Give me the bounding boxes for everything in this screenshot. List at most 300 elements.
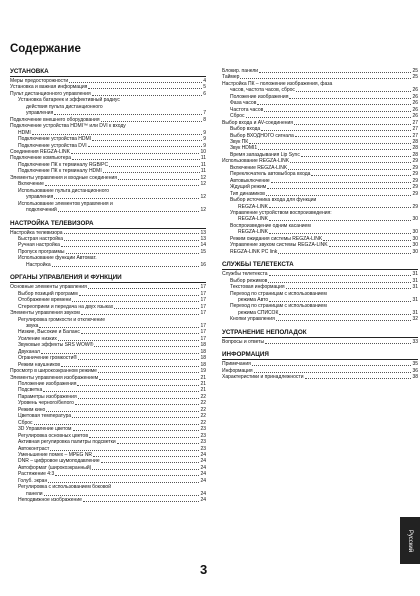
dot-leader — [276, 320, 412, 321]
toc-entry-text: Выбор входа — [230, 126, 261, 133]
dot-leader — [288, 169, 411, 170]
toc-entry-text: Положение изображения — [18, 381, 77, 388]
toc-page-number: 35 — [412, 361, 418, 368]
toc-page-number: 22 — [200, 413, 206, 420]
dot-leader — [294, 124, 411, 125]
dot-leader — [240, 78, 411, 79]
toc-entry-text: Кнопки управления — [230, 316, 275, 323]
dot-leader — [58, 211, 200, 212]
toc-page-number: 29 — [412, 177, 418, 184]
toc-entry-text: Таймер — [222, 74, 240, 81]
section-heading: НАСТРОЙКА ТЕЛЕВИЗОРА — [10, 220, 206, 229]
toc-entry-text: Выбор позиций программ — [18, 290, 78, 297]
dot-leader — [39, 327, 199, 328]
dot-leader — [66, 253, 200, 254]
dot-leader — [81, 314, 200, 315]
toc-page-number: 29 — [412, 171, 418, 178]
dot-leader — [279, 314, 411, 315]
toc-page-number: 32 — [412, 316, 418, 323]
toc-page-number: 30 — [412, 235, 418, 242]
dot-leader — [114, 308, 199, 309]
toc-page-number: 13 — [200, 235, 206, 242]
page-number: 3 — [200, 562, 208, 577]
dot-leader — [61, 246, 200, 247]
toc-entry-text: Использование элементов управления и — [18, 200, 113, 207]
toc-page-number: 29 — [412, 203, 418, 210]
toc-page-number: 24 — [200, 471, 206, 478]
dot-leader — [268, 282, 411, 283]
dot-leader — [92, 95, 203, 96]
toc-entry-text: Режим ожидания системы REGZA-LINK — [230, 235, 323, 242]
toc-page-number: 27 — [412, 132, 418, 139]
toc-page-number: 25 — [412, 68, 418, 74]
toc-entry — [10, 255, 206, 268]
toc-page-number: 23 — [200, 439, 206, 446]
toc-page-number: 36 — [412, 367, 418, 374]
dot-leader — [79, 295, 200, 296]
toc-page-number: 22 — [200, 419, 206, 426]
toc-entry-text: Положение изображения — [230, 93, 289, 100]
toc-entry — [222, 197, 418, 210]
toc-entry-text: Включение REGZA-LINK — [230, 164, 288, 171]
toc-entry-text: Неподвижное изображение — [18, 497, 82, 504]
toc-entry-text: Ждущий режим — [230, 184, 267, 191]
toc-entry-text: Выбор источника входа для функции — [230, 197, 317, 204]
toc-page-number: 23 — [200, 426, 206, 433]
toc-entry-text: Вопросы и ответы — [222, 338, 265, 345]
dot-leader — [301, 156, 412, 157]
toc-entry-text: Ограничение громкости® — [18, 355, 78, 362]
toc-page-number: 17 — [200, 335, 206, 342]
dot-leader — [34, 424, 200, 425]
toc-entry-text: Элементы управления звуком — [10, 310, 80, 317]
toc-entry-text: Пропуск программы — [18, 248, 65, 255]
toc-entry-text: Стереоприем и передача на двух языках — [18, 303, 114, 310]
dot-leader — [55, 475, 199, 476]
toc-entry-text: Регулировка громкости и отключение — [18, 316, 105, 323]
toc-page-number: 28 — [412, 138, 418, 145]
dot-leader — [88, 288, 200, 289]
toc-column-left — [10, 68, 206, 504]
toc-page-number: 19 — [200, 368, 206, 375]
dot-leader — [99, 379, 199, 380]
dot-leader — [267, 188, 411, 189]
toc-entry-text: Регулировка основных цветов — [18, 432, 88, 439]
dot-leader — [78, 359, 199, 360]
toc-page-number: 10 — [200, 148, 206, 155]
dot-leader — [323, 240, 411, 241]
dot-leader — [41, 353, 199, 354]
toc-entry-text: Уменьшение помех – MPEG NR — [18, 452, 93, 459]
toc-entry-text: Выбор ВХОДНОГО сигнала — [230, 132, 294, 139]
toc-entry-text: Подключение устройства HDMI — [18, 136, 92, 143]
section-heading: СЛУЖБЫ ТЕЛЕТЕКСТА — [222, 261, 418, 270]
dot-leader — [117, 443, 200, 444]
toc-entry-text: подключений — [26, 207, 57, 214]
dot-leader — [311, 175, 411, 176]
toc-page-number: 29 — [412, 158, 418, 165]
dot-leader — [44, 495, 200, 496]
toc-entry-text: Переход по страницам с использованием — [230, 303, 327, 310]
toc-page-number: 9 — [203, 129, 206, 136]
toc-page-number: 5 — [203, 84, 206, 91]
dot-leader — [257, 104, 411, 105]
toc-entry-text: Использование REGZA-LINK — [222, 158, 290, 165]
toc-page-number: 29 — [412, 190, 418, 197]
toc-entry-text: Блокир. панели — [222, 68, 259, 74]
toc-entry — [222, 223, 418, 236]
toc-page-number: 26 — [412, 106, 418, 113]
dot-leader — [269, 233, 411, 234]
dot-leader — [73, 430, 200, 431]
toc-page-number: 24 — [200, 497, 206, 504]
toc-entry — [10, 317, 206, 330]
toc-page-number: 24 — [200, 490, 206, 497]
dot-leader — [46, 411, 199, 412]
dot-leader — [261, 130, 411, 131]
toc-entry-text: Фаза часов — [230, 100, 257, 107]
toc-entry-text: Подключение внешнего оборудования — [10, 116, 100, 123]
toc-entry-text: Автоконтраст — [18, 445, 50, 452]
dot-leader — [77, 385, 199, 386]
toc-page-number: 13 — [200, 229, 206, 236]
toc-entry — [10, 97, 206, 116]
toc-page-number: 28 — [412, 151, 418, 158]
language-tab — [400, 517, 420, 564]
toc-entry — [10, 484, 206, 497]
toc-entry — [222, 249, 418, 255]
language-tab-label: Русский — [407, 529, 414, 552]
toc-entry-text: Регулировка с использованием боковой — [18, 484, 111, 491]
toc-entry-text: DNR – цифровое шумоподавление — [18, 458, 100, 465]
toc-entry-text: Отображение времени — [18, 297, 72, 304]
toc-page-number: 17 — [200, 297, 206, 304]
toc-page-number: 21 — [200, 387, 206, 394]
dot-leader — [83, 501, 200, 502]
toc-page-number: 9 — [203, 136, 206, 143]
toc-entry-text: Переключатель автовыбора входа — [230, 171, 311, 178]
dot-leader — [32, 134, 202, 135]
toc-entry-text: Элементы управления и входные соединения — [10, 174, 117, 181]
toc-page-number: 24 — [200, 458, 206, 465]
toc-entry-text: REGZA-LINK — [238, 229, 269, 236]
toc-entry-text: Управление устройством воспроизведения: — [230, 209, 332, 216]
toc-entry — [222, 291, 418, 304]
toc-entry-text: Основные элементы управления — [10, 284, 87, 291]
toc-page-number: 30 — [412, 248, 418, 255]
toc-column-right — [222, 68, 418, 381]
toc-page-number: 24 — [200, 464, 206, 471]
toc-entry-text: Воспроизведение одним касанием — [230, 222, 311, 229]
toc-entry-text: Выбор входа и AV-соединения — [222, 119, 293, 126]
toc-page-number: 31 — [412, 296, 418, 303]
toc-entry-text: Звук HDMI1 — [230, 145, 258, 152]
toc-entry-text: Подключение компьютера — [10, 155, 72, 162]
toc-entry-text: Уровень черного/белого — [18, 400, 74, 407]
toc-page-number: 26 — [412, 93, 418, 100]
dot-leader — [61, 366, 199, 367]
toc-page-number: 17 — [200, 290, 206, 297]
toc-entry-text: Меры предосторожности — [10, 78, 69, 84]
dot-leader — [305, 378, 412, 379]
toc-page-number: 29 — [412, 184, 418, 191]
dot-leader — [78, 398, 200, 399]
toc-entry-text: Частота часов — [230, 106, 264, 113]
toc-entry-text: Низкие, Высокие и Баланс — [18, 329, 80, 336]
toc-entry-text: Управление звуком системы REGZA-LINK — [230, 242, 328, 249]
dot-leader — [295, 136, 412, 137]
dot-leader — [50, 450, 199, 451]
toc-entry-text: Активная регулировка палитры подсветки — [18, 439, 116, 446]
toc-page-number: 17 — [200, 303, 206, 310]
toc-page-number: 12 — [200, 181, 206, 188]
toc-entry-text: Информация — [222, 367, 253, 374]
toc-page-number: 17 — [200, 284, 206, 291]
toc-entry-text: Режим кино — [18, 406, 46, 413]
dot-leader — [64, 233, 200, 234]
toc-page-number: 18 — [200, 355, 206, 362]
toc-page-number: 29 — [412, 164, 418, 171]
toc-entry — [222, 374, 418, 380]
toc-page-number: 21 — [200, 374, 206, 381]
dot-leader — [252, 365, 412, 366]
dot-leader — [265, 343, 411, 344]
toc-page-number: 30 — [412, 229, 418, 236]
dot-leader — [269, 220, 411, 221]
toc-entry-text: действия пульта дистанционного — [26, 103, 103, 110]
dot-leader — [246, 117, 412, 118]
toc-entry-text: REGZA-LINK — [238, 216, 269, 223]
toc-page-number: 23 — [200, 432, 206, 439]
dot-leader — [290, 162, 411, 163]
toc-page-number: 26 — [412, 113, 418, 120]
toc-entry-text: Быстрая настройка — [18, 235, 64, 242]
toc-entry-text: Голуб. экран — [18, 477, 48, 484]
toc-page-number: 12 — [200, 194, 206, 201]
toc-entry-text: Выбор режимов — [230, 277, 268, 284]
dot-leader — [69, 82, 202, 83]
toc-entry-text: HDMI — [18, 129, 31, 136]
dot-leader — [54, 114, 202, 115]
toc-entry-text: Автоформат (широкоэкранный) — [18, 464, 92, 471]
dot-leader — [75, 404, 200, 405]
toc-entry-text: управления — [26, 110, 54, 117]
toc-page-number: 31 — [412, 309, 418, 316]
toc-page-number: 9 — [203, 142, 206, 149]
toc-page-number: 27 — [412, 119, 418, 126]
dot-leader — [72, 301, 199, 302]
toc-entry-text: режима СПИСОК — [238, 309, 279, 316]
toc-entry-text: Текстовая информация — [230, 284, 285, 291]
toc-page-number: 17 — [200, 322, 206, 329]
dot-leader — [269, 301, 411, 302]
toc-entry-text: Сброс — [18, 419, 33, 426]
toc-entry-text: Настройка ПК – положение изображения, фаза — [222, 80, 333, 87]
dot-leader — [88, 88, 202, 89]
toc-page-number: 22 — [200, 400, 206, 407]
toc-page-number: 18 — [200, 348, 206, 355]
toc-entry-text: Установка батареек и эффективный радиус — [18, 97, 120, 104]
toc-entry-text: Настройка телевизора — [10, 229, 63, 236]
toc-entry-text: Просмотр в широкоэкранном режиме — [10, 368, 97, 375]
toc-page-number: 21 — [200, 381, 206, 388]
toc-page-number: 7 — [203, 110, 206, 117]
toc-entry-text: Использование пульта дистанционного — [18, 187, 109, 194]
toc-entry-text: Звуковые эффекты SRS WOW® — [18, 342, 94, 349]
toc-entry-text: Двуканал — [18, 348, 40, 355]
toc-page-number: 14 — [200, 242, 206, 249]
toc-page-number: 27 — [412, 126, 418, 133]
dot-leader — [296, 91, 412, 92]
dot-leader — [103, 172, 200, 173]
dot-leader — [109, 166, 200, 167]
dot-leader — [269, 207, 411, 208]
toc-entry-text: Элементы управления изображением — [10, 374, 99, 381]
toc-page-number: 26 — [412, 100, 418, 107]
dot-leader — [249, 143, 411, 144]
toc-entry — [10, 123, 206, 136]
toc-entry-text: Службы телетекста — [222, 271, 268, 278]
toc-entry — [222, 316, 418, 322]
toc-entry-text: Переход по страницам с использованием — [230, 290, 327, 297]
toc-page-number: 31 — [412, 277, 418, 284]
section-heading: ИНФОРМАЦИЯ — [222, 351, 418, 360]
toc-entry-text: Параметры изображения — [18, 393, 77, 400]
dot-leader — [271, 182, 412, 183]
dot-leader — [58, 340, 200, 341]
toc-page-number: 11 — [200, 161, 206, 168]
toc-page-number: 23 — [200, 445, 206, 452]
dot-leader — [45, 185, 200, 186]
toc-page-number: 17 — [200, 329, 206, 336]
toc-entry-text: Соединения REGZA-LINK — [10, 148, 70, 155]
dot-leader — [278, 253, 411, 254]
toc-entry-text: Подключение ПК к терминалу RGB/PC — [18, 161, 109, 168]
dot-leader — [266, 195, 412, 196]
toc-entry-text: Автовыключение — [230, 177, 270, 184]
toc-entry-text: 3D Управление цветом — [18, 426, 72, 433]
toc-entry-text: Примечания — [222, 361, 251, 368]
toc-page-number: 30 — [412, 242, 418, 249]
toc-page-number: 8 — [203, 116, 206, 123]
dot-leader — [259, 72, 411, 73]
dot-leader — [94, 346, 199, 347]
toc-entry-text: Подсветка — [18, 387, 43, 394]
toc-page-number: 25 — [412, 74, 418, 81]
toc-page-number: 24 — [200, 452, 206, 459]
dot-leader — [258, 149, 411, 150]
toc-entry-text: REGZA-LINK — [238, 203, 269, 210]
toc-entry — [222, 210, 418, 223]
dot-leader — [88, 146, 203, 147]
dot-leader — [264, 111, 411, 112]
toc-page-number: 11 — [200, 168, 206, 175]
dot-leader — [72, 417, 199, 418]
toc-entry-text: Звук ПК — [230, 138, 249, 145]
dot-leader — [98, 372, 199, 373]
dot-leader — [48, 482, 199, 483]
toc-entry-text: Пульт дистанционного управления — [10, 90, 91, 97]
toc-entry — [10, 201, 206, 214]
toc-page-number: 11 — [200, 155, 206, 162]
toc-entry-text: часов, частота часов, сброс — [230, 87, 295, 94]
toc-page-number: 18 — [200, 342, 206, 349]
dot-leader — [89, 437, 199, 438]
toc-page-number: 12 — [200, 207, 206, 214]
toc-entry — [222, 339, 418, 345]
toc-entry-text: Установка и важная информация — [10, 84, 88, 91]
toc-page-number: 33 — [412, 338, 418, 345]
toc-entry-text: Цветовая температура — [18, 413, 72, 420]
dot-leader — [254, 372, 412, 373]
toc-entry-text: Подключение устройства HDMI™ или DVI к входу — [10, 123, 126, 130]
toc-page-number: 17 — [200, 310, 206, 317]
toc-entry-text: звука — [26, 322, 39, 329]
toc-page-number: 12 — [200, 174, 206, 181]
toc-page-number: 16 — [200, 261, 206, 268]
toc-entry — [10, 497, 206, 503]
dot-leader — [92, 469, 199, 470]
toc-page-number: 15 — [200, 248, 206, 255]
dot-leader — [92, 140, 202, 141]
dot-leader — [269, 275, 412, 276]
dot-leader — [64, 240, 199, 241]
toc-entry-text: Подключение устройства DVI — [18, 142, 87, 149]
toc-entry-text: Сброс — [230, 113, 245, 120]
dot-leader — [101, 121, 203, 122]
toc-entry-text: Характеристики и принадлежности — [222, 374, 304, 381]
dot-leader — [118, 179, 199, 180]
toc-entry-text: Подключение ПК к терминалу HDMI — [18, 168, 102, 175]
toc-page-number: 30 — [412, 216, 418, 223]
toc-entry-text: Растяжение 4:3 — [18, 471, 55, 478]
toc-page-number: 28 — [412, 145, 418, 152]
toc-entry-text: панели — [26, 490, 43, 497]
toc-entry-text: Включение — [18, 181, 44, 188]
dot-leader — [286, 288, 412, 289]
toc-entry-text: управления — [26, 194, 54, 201]
dot-leader — [43, 391, 199, 392]
dot-leader — [101, 462, 200, 463]
dot-leader — [72, 159, 200, 160]
toc-entry-text: Время запаздывания Lip Sync — [230, 151, 300, 158]
section-heading: УСТАНОВКА — [10, 68, 206, 77]
toc-entry-text: Режим наушников — [18, 361, 61, 368]
toc-entry-text: Настройка — [26, 261, 51, 268]
toc-entry-text: Использование функции Автомат. — [18, 255, 97, 262]
dot-leader — [52, 266, 200, 267]
dot-leader — [93, 456, 199, 457]
dot-leader — [329, 246, 412, 247]
toc-entry-text: Ручная настройка — [18, 242, 60, 249]
toc-page-number: 22 — [200, 393, 206, 400]
toc-page-number: 26 — [412, 87, 418, 94]
toc-entry — [222, 303, 418, 316]
toc-page-number: 18 — [200, 361, 206, 368]
toc-page-number: 31 — [412, 271, 418, 278]
dot-leader — [54, 198, 199, 199]
toc-page-number: 6 — [203, 90, 206, 97]
toc-page-number: 38 — [412, 374, 418, 381]
toc-entry-text: Усиление низких — [18, 335, 57, 342]
toc-entry-text: Тип динамиков — [230, 190, 265, 197]
toc-entry-text: режима Авто — [238, 296, 269, 303]
toc-page-number: 22 — [200, 406, 206, 413]
toc-entry — [10, 188, 206, 201]
dot-leader — [81, 333, 200, 334]
section-heading: ОРГАНЫ УПРАВЛЕНИЯ И ФУНКЦИИ — [10, 274, 206, 283]
dot-leader — [71, 153, 199, 154]
